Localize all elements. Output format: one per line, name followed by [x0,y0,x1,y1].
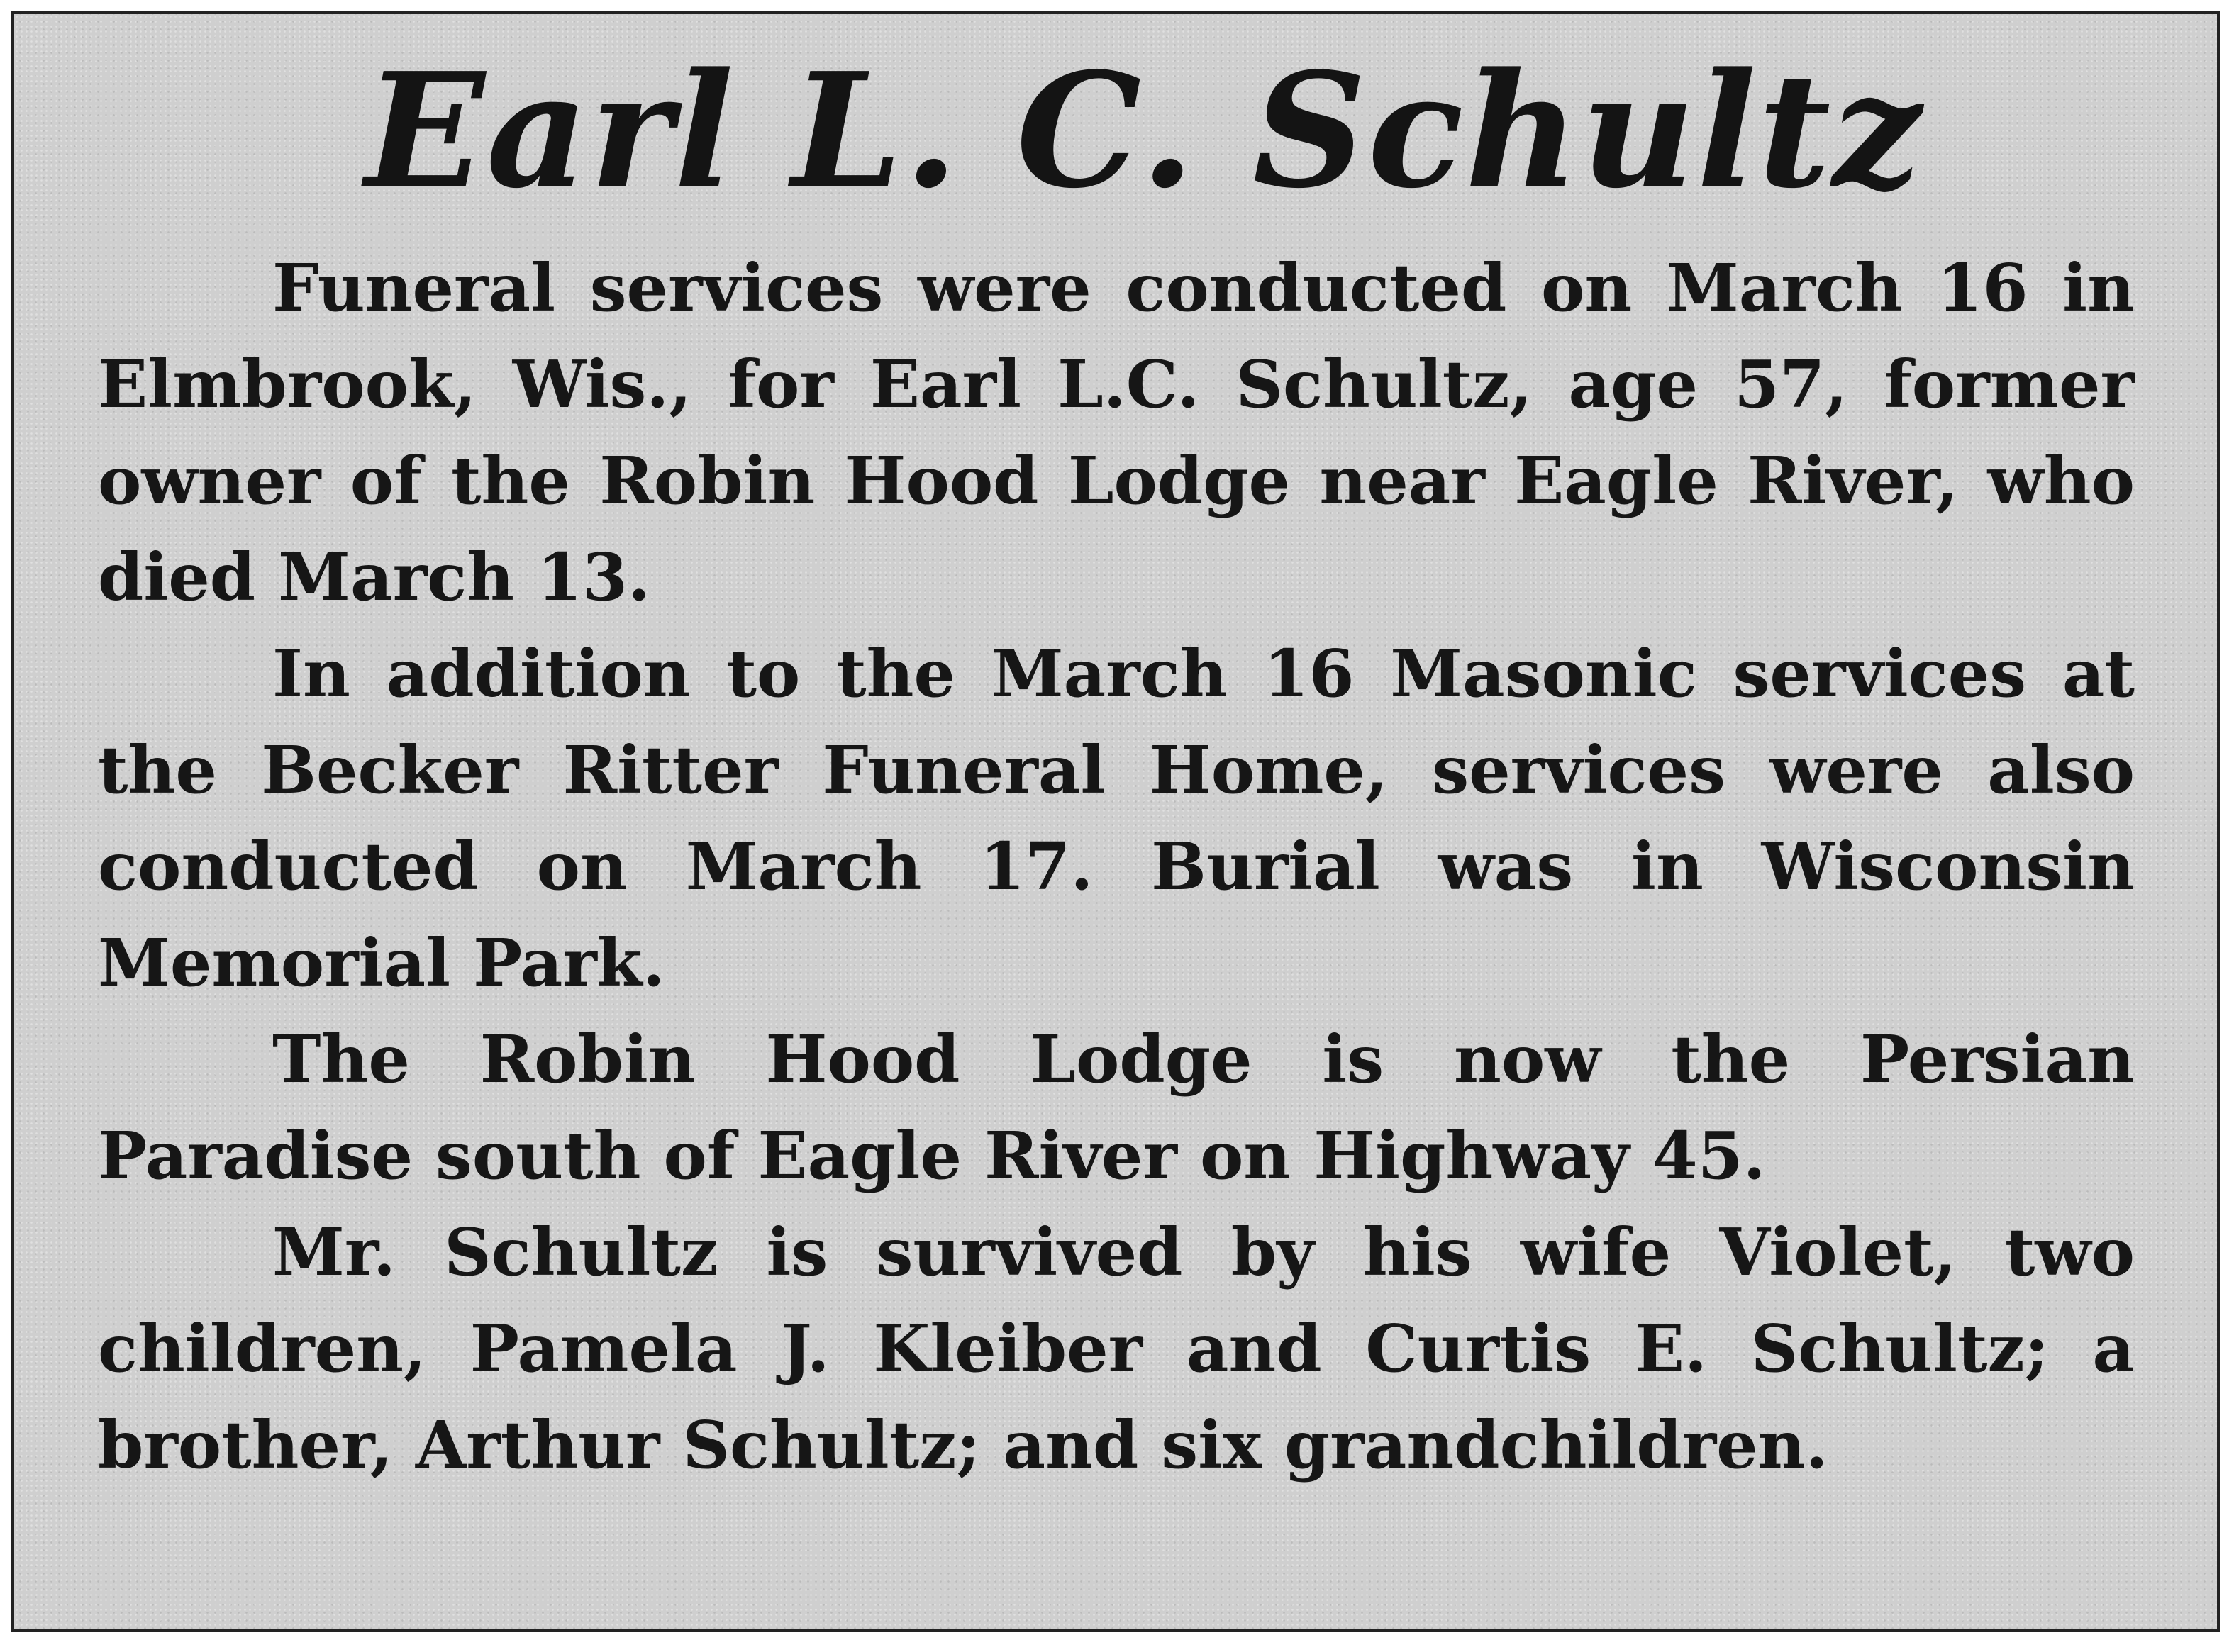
paragraph-robin-hood-lodge: The Robin Hood Lodge is now the Persian Paradise south of Eagle River on Highway 45. [98,1021,2135,1194]
paragraph-funeral-services: Funeral services were conducted on March 16 in Elmbrook, Wis., for Earl L.C. Schultz, age 57, former owner of the Robin Hood Lodge near Eagle River, who died March 13. [98,250,2135,615]
paragraph-masonic-services: In addition to the March 16 Masonic services at the Becker Ritter Funeral Home, services were also conducted on March 17. Burial was in Wisconsin Memorial Park. [98,635,2135,1001]
newspaper-clipping [11,11,2220,1632]
obituary-headline: Earl L. C. Schultz [365,39,1923,223]
paragraph-survivors: Mr. Schultz is survived by his wife Violet, two children, Pamela J. Kleiber and Curtis E. Schultz; a brother, Arthur Schultz; and six grandchildren. [98,1214,2135,1483]
obituary-body [98,240,2135,1493]
